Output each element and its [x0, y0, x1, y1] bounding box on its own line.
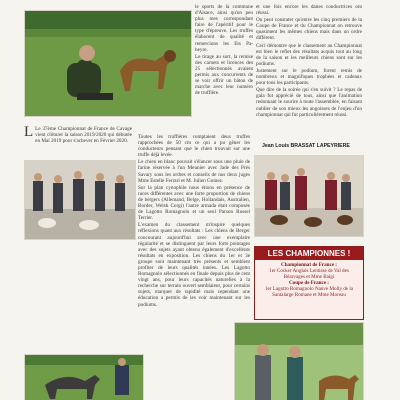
champions-body [255, 260, 363, 300]
top-right-para-2: Le tirage au sort, la remise des carnets et licences des 25 sélectionnés avaient permis aux concurrents de se voir offrir un bâton de marche avec leur numéro de truffière. [195, 53, 253, 97]
middle-para-1: Le chien en blanc pouvait s'élancer sous une pluie de farine réservée à l'un Meunier avec Jade des Prés Savary sous les ordres et conseils de nos deux juges Mme Estelle Ferrari et M. Julien Gomez. [138, 159, 250, 184]
photo-podium-group [254, 155, 364, 237]
middle-para-2: Sur la plan cynophile nous étions en présence de races différentes avec une forte proportion de chiens de bergers (Allemand, Belge, Hollandais, Australien, Border, Welsh Corgi) l'autre armada était composée de Lagotto Romagnolo et un seul Parson Russel Terrier. [138, 184, 250, 222]
champions-title: LES CHAMPIONNES ! [255, 247, 363, 260]
championnat-label: Championnat de France : [281, 262, 337, 268]
photo-handler-with-dog [24, 10, 192, 117]
champions-box [254, 246, 364, 320]
middle-para-0: Toutes les truffières comptaient deux truffes rapprochées de 50 cm ce qui a pu gêner les conducteurs pensant que le chien trouvait sur une truffe déjà levée. [138, 134, 250, 159]
photo-people-outdoor [234, 322, 364, 400]
photo-dogs-field [24, 354, 144, 400]
championnat-winner: 1er Cocker Anglais Lentisse de Val des Béarvages et Mme Baigi [269, 268, 349, 280]
middle-para-3: L'examen du classement m'inspire quelques réflexions quant aux résultats : Les chiens de Berger concourant aujourd'hui avec une exemplaire régularité et se distinguent par leurs forts pointages avec des sujets ayant obtenu également d'excellents résultats en exposition. Les chiens du 1er et 3e groupe sont maintenant très présents et semblent profiter de leurs qualités innées. Les Lagotto Romagnolo sélectionnés en finale depuis plus de cent vingt ans, pour leurs capacités naturelles à la recherche sur terrain ouvert semblaient, pour certains sujets, marquer de rapidité mais cependant une éducation a permis de les voir maintenant sur les podiums. [138, 222, 250, 308]
intro-text: Le 37ème Championnat de France de Cavage vient clôturer la saison 2019/2020 qui débutée en Mai 2019 pour s'achever en Février 2020. [35, 126, 132, 145]
right-para-2: On peut constater qu'entre les cinq premiers de la Coupe de France et du Championnat on retrouve quasiment les mêmes chiens mais dans un ordre différent. [256, 17, 362, 42]
photo-caption: Jean Louis BRASSAT LAPEYRIERE [262, 143, 350, 149]
article-right-column [256, 4, 362, 140]
right-para-5: Que dire de la soirée qui s'en suivit ? Le repas de gala fut apprécié de tous, ainsi que l'animation redonnant le sourire à toute l'assemblée, en faisant oublier de son mieux les angoisses de l'enjeu d'un championnat qui fut particulièrement réussi. [256, 87, 362, 118]
article-top-right-column [195, 4, 253, 136]
coupe-label: Coupe de France : [288, 280, 330, 286]
right-para-4: Justement sur le podium, furent remis de nombreux et magnifiques trophées et cadeaux pour tous les participants. [256, 67, 362, 87]
top-right-para-1: le sports de la commune d'Alsace, ainsi qu'un peu plus mes correspondant faire de l'apéritif pour le type d'épreuve. Les truffes élaborent de qualité et remercions les Ets Pa-beyre. [195, 4, 253, 53]
coupe-winner: 1er Lagotto Romagnolo Nanve Molly de la Santalarge Romane et Mme Moreau [265, 286, 353, 298]
right-para-1: et une fois encore les danes conductrices ont réussi. [256, 4, 362, 17]
right-para-3: Ceci démontre que le classement au Championnat est bien le reflet des résultats acquis tout au long de la saison et les meilleurs chiens sont sur les podiums. [256, 42, 362, 67]
photo-group-with-dogs [24, 160, 136, 240]
intro-paragraph: L Le 37ème Championnat de France de Cavage vient clôturer la saison 2019/2020 qui débutée en Mai 2019 pour s'achever en Février 2020. [24, 124, 132, 145]
